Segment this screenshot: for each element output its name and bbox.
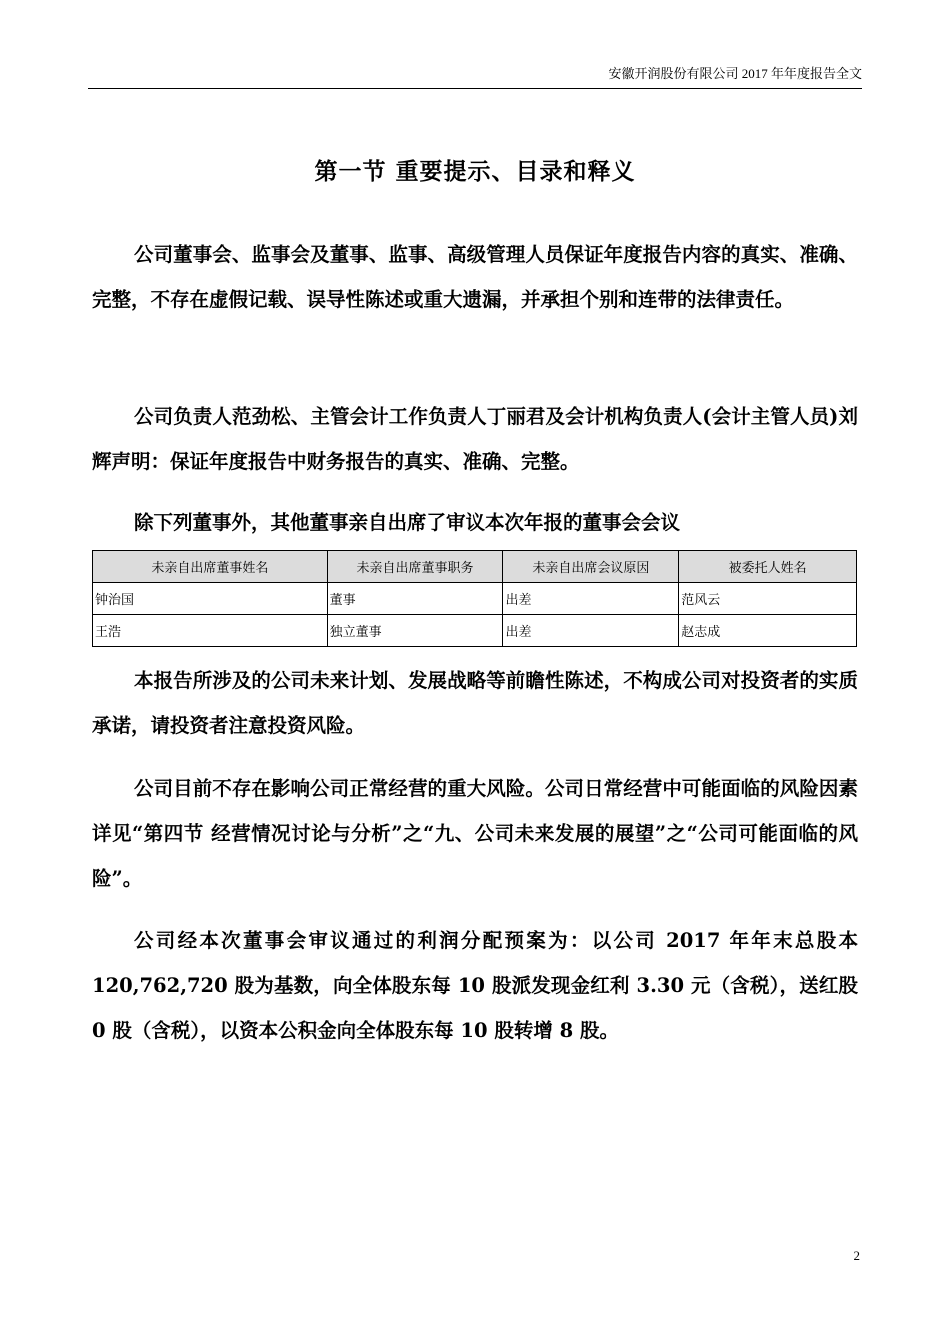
paragraph-risk-notice: 公司目前不存在影响公司正常经营的重大风险。公司日常经营中可能面临的风险因素详见“第四节 经营情况讨论与分析”之“九、公司未来发展的展望”之“公司可能面临的风险”。 <box>92 777 858 890</box>
running-header <box>88 64 862 89</box>
table-cell: 董事 <box>327 583 503 615</box>
table-header-cell: 未亲自出席会议原因 <box>503 551 679 583</box>
absent-directors-table <box>92 550 857 647</box>
table-cell: 赵志成 <box>679 615 857 647</box>
table-header-cell: 被委托人姓名 <box>679 551 857 583</box>
table-row <box>93 615 857 647</box>
paragraph-officer-declaration: 公司负责人范劲松、主管会计工作负责人丁丽君及会计机构负责人(会计主管人员)刘辉声明：保证年度报告中财务报告的真实、准确、完整。 <box>92 405 859 473</box>
table-cell: 王浩 <box>93 615 328 647</box>
table-cell: 范风云 <box>679 583 857 615</box>
table-cell: 出差 <box>503 583 679 615</box>
table-cell: 钟治国 <box>93 583 328 615</box>
paragraph-forward-looking-statement: 本报告所涉及的公司未来计划、发展战略等前瞻性陈述，不构成公司对投资者的实质承诺，请投资者注意投资风险。 <box>92 669 858 737</box>
table-cell: 出差 <box>503 615 679 647</box>
table-header-cell: 未亲自出席董事姓名 <box>93 551 328 583</box>
paragraph-responsibility-statement: 公司董事会、监事会及董事、监事、高级管理人员保证年度报告内容的真实、准确、完整，不存在虚假记载、误导性陈述或重大遗漏，并承担个别和连带的法律责任。 <box>92 243 858 311</box>
table-header-cell: 未亲自出席董事职务 <box>327 551 503 583</box>
table-row <box>93 583 857 615</box>
table-cell: 独立董事 <box>327 615 503 647</box>
table-header-row <box>93 551 857 583</box>
paragraph-profit-distribution: 公司经本次董事会审议通过的利润分配预案为：以公司 2017 年年末总股本 120,762,720 股为基数，向全体股东每 10 股派发现金红利 3.30 元（含税），送红股 0 股（含税），以资本公积金向全体股东每 10 股转增 8 股。 <box>92 929 858 1042</box>
page-number: 2 <box>853 1248 860 1263</box>
running-header-title: 安徽开润股份有限公司 2017 年年度报告全文 <box>608 66 862 81</box>
section-title: 第一节 重要提示、目录和释义 <box>314 158 636 185</box>
paragraph-attendance: 除下列董事外，其他董事亲自出席了审议本次年报的董事会会议 <box>134 511 681 534</box>
